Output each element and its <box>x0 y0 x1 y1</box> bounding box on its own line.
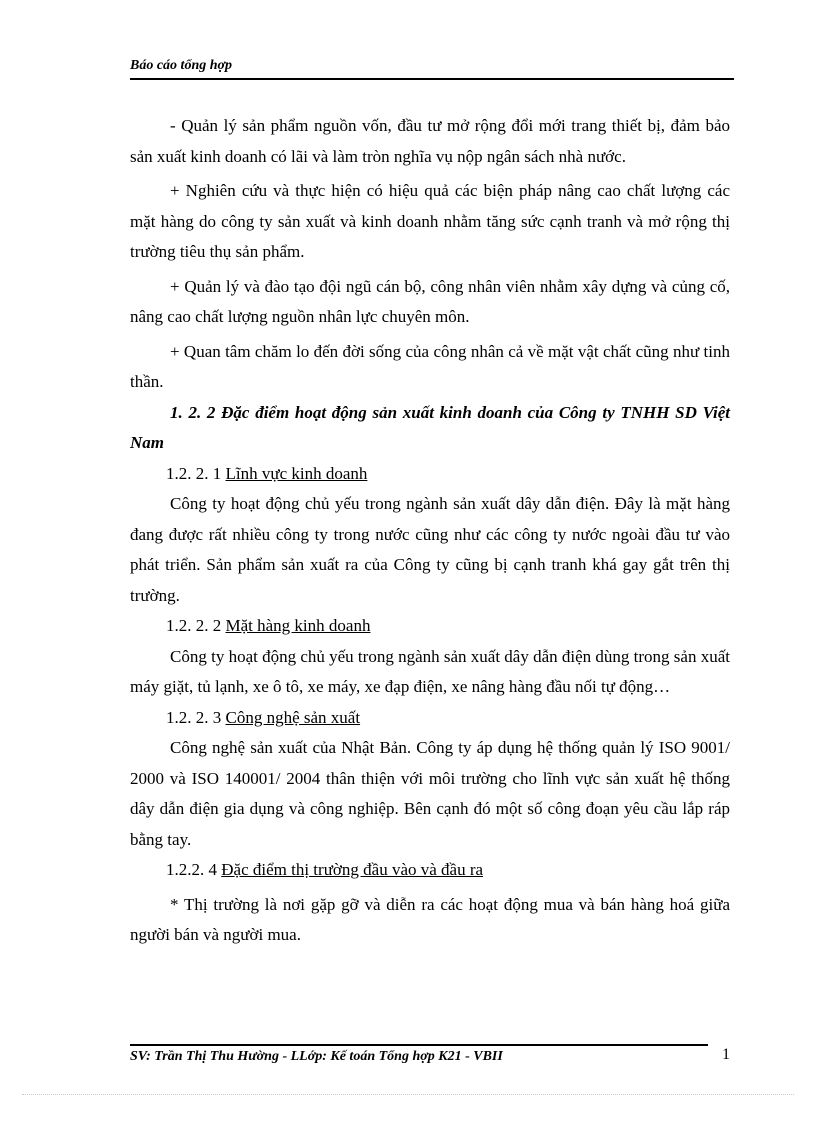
paragraph: Công ty hoạt động chủ yếu trong ngành sản xuất dây dẫn điện dùng trong sản xuất máy giặt, tủ lạnh, xe ô tô, xe máy, xe đạp điện, xe nâng hàng đầu nối tự động… <box>130 646 730 696</box>
subsection-title: Mặt hàng kinh doanh <box>225 616 371 635</box>
header-title: Báo cáo tổng hợp <box>130 58 233 73</box>
subsection-heading <box>130 459 730 490</box>
paragraph: - Quản lý sản phẩm nguồn vốn, đầu tư mở rộng đổi mới trang thiết bị, đảm bảo sản xuất kinh doanh có lãi và làm tròn nghĩa vụ nộp ngân sách nhà nước. <box>130 116 730 166</box>
subsection-heading <box>130 855 730 886</box>
section-heading: 1. 2. 2 Đặc điểm hoạt động sản xuất kinh doanh của Công ty TNHH SD Việt Nam <box>130 402 730 452</box>
subsection-title: Công nghệ sản xuất <box>225 707 361 727</box>
paragraph: Công ty hoạt động chủ yếu trong ngành sản xuất dây dẫn điện. Đây là mặt hàng đang được rất nhiều công ty trong nước cũng như các công ty nước ngoài đầu tư vào phát triển. Sản phẩm sản xuất ra của Công ty cũng bị cạnh tranh khá gay gắt trên thị trường. <box>130 494 730 605</box>
subsection-heading <box>130 611 730 642</box>
subsection-heading <box>130 703 730 734</box>
page-number: 1 <box>722 1046 730 1063</box>
subsection-number: 1.2. 2. 2 <box>166 616 226 635</box>
subsection-number: 1.2.2. 4 <box>166 860 222 879</box>
page-bottom-divider <box>22 1094 794 1095</box>
paragraph: * Thị trường là nơi gặp gỡ và diễn ra các hoạt động mua và bán hàng hoá giữa người bán và người mua. <box>130 894 730 944</box>
footer-divider <box>130 1044 708 1046</box>
page-header <box>130 57 734 80</box>
paragraph: Công nghệ sản xuất của Nhật Bản. Công ty áp dụng hệ thống quản lý ISO 9001/ 2000 và ISO 140001/ 2004 thân thiện với môi trường cho lĩnh vực sản xuất hệ thống dây dẫn điện gia dụng và công nghiệp. Bên cạnh đó một số công đoạn yêu cầu lắp ráp bằng tay. <box>130 738 730 849</box>
footer-text: SV: Trần Thị Thu Hường - LLớp: Kế toán Tổng hợp K21 - VBII <box>130 1049 503 1064</box>
paragraph: + Quan tâm chăm lo đến đời sống của công nhân cả về mặt vật chất cũng như tinh thần. <box>130 341 730 391</box>
subsection-title: Lĩnh vực kinh doanh <box>225 463 368 483</box>
document-body <box>130 111 730 951</box>
subsection-number: 1.2. 2. 3 <box>166 707 226 727</box>
subsection-title: Đặc điểm thị trường đầu vào và đầu ra <box>221 860 484 879</box>
paragraph: + Quản lý và đào tạo đội ngũ cán bộ, công nhân viên nhằm xây dựng và củng cố, nâng cao chất lượng nguồn nhân lực chuyên môn. <box>130 276 730 326</box>
paragraph: + Nghiên cứu và thực hiện có hiệu quả các biện pháp nâng cao chất lượng các mặt hàng do công ty sản xuất và kinh doanh nhằm tăng sức cạnh tranh và mở rộng thị trường tiêu thụ sản phẩm. <box>130 181 730 261</box>
subsection-number: 1.2. 2. 1 <box>166 463 226 483</box>
